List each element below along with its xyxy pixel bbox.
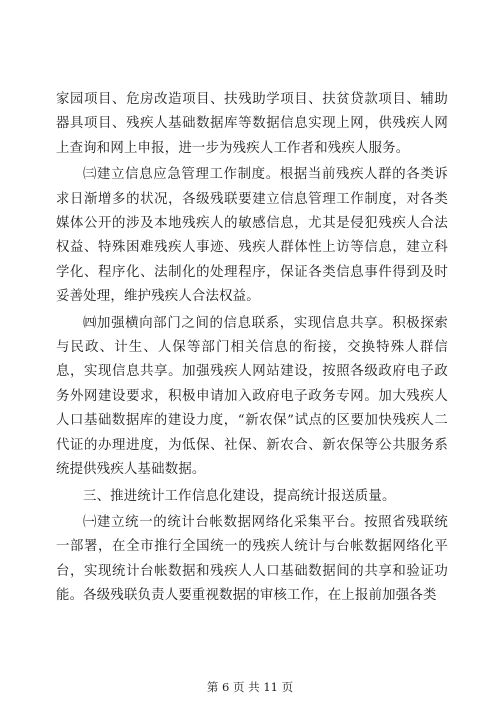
paragraph-continuation: 家园项目、危房改造项目、扶残助学项目、扶贫贷款项目、辅助器具项目、残疾人基础数据库等数据信息实现上网，供残疾人网上查询和网上申报，进一步为残疾人工作者和残疾人服务。 xyxy=(56,92,448,156)
paragraph-emergency-management: ㈢建立信息应急管理工作制度。根据当前残疾人群的各类诉求日渐增多的状况，各级残联要建立信息管理工作制度，对各类媒体公开的涉及本地残疾人的敏感信息，尤其是侵犯残疾人合法权益、特殊困难残疾人事迹、残疾人群体性上访等信息，建立科学化、程序化、法制化的处理程序，保证各类信息事件得到及时妥善处理，维护残疾人合法权益。 xyxy=(56,167,448,305)
page-footer: 第 6 页 共 11 页 xyxy=(206,680,294,694)
page-body xyxy=(56,88,448,609)
paragraph-unified-platform: ㈠建立统一的统计台帐数据网络化采集平台。按照省残联统一部署，在全市推行全国统一的残疾人统计与台帐数据网络化平台，实现统计台帐数据和残疾人人口基础数据间的共享和验证功能。各级残联负责人要重视数据的审核工作，在上报前加强各类 xyxy=(56,514,448,604)
paragraph-horizontal-info: ㈣加强横向部门之间的信息联系，实现信息共享。积极探索与民政、计生、人保等部门相关信息的衔接，交换特殊人群信息，实现信息共享。加强残疾人网站建设，按照各级政府电子政务外网建设要求，积极申请加入政府电子政务专网。加大残疾人人口基础数据库的建设力度，“新农保”试点的区要加快残疾人二代证的办理进度，为低保、社保、新农合、新农保等公共服务系统提供残疾人基础数据。 xyxy=(56,315,448,478)
section-heading-statistics: 三、推进统计工作信息化建设，提高统计报送质量。 xyxy=(83,488,396,504)
